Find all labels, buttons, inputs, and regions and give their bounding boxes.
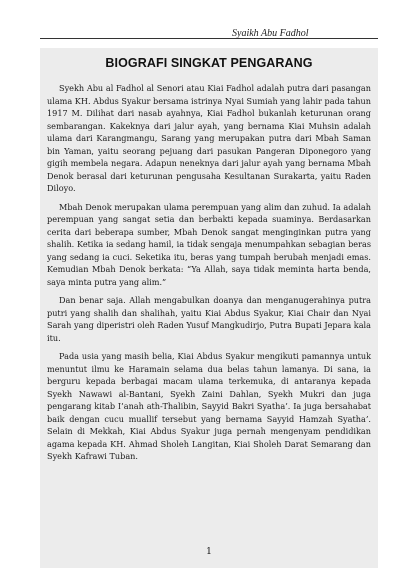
paragraph: Syekh Abu al Fadhol al Senori atau Kiai Fadhol adalah putra dari pasangan ulama KH. Abdus Syakur bersama istrinya Nyai Sumiah yang lahir pada tahun 1917 M. Dilihat dari nasab ayahnya, Kiai Fadhol bukanlah keturunan orang sembarangan. Kakeknya dari jalur ayah, yang bernama Kiai Muhsin adalah ulama dari Karangmangu, Sarang yang merupakan putra dari Mbah Saman bin Yaman, yaitu seorang pejuang dari pasukan Pangeran Diponegoro yang gigih membela negara. Adapun neneknya dari jalur ayah yang bernama Mbah Denok berasal dari keturunan pengusaha Kesultanan Surakarta, yaitu Raden Diloyo. xyxy=(47,83,371,193)
header-rule xyxy=(40,38,378,39)
paragraph: Mbah Denok merupakan ulama perempuan yang alim dan zuhud. Ia adalah perempuan yang sangat setia dan berbakti kepada suaminya. Berdasarkan cerita dari beberapa sumber, Mbah Denok sangat menginginkan putra yang shalih. Ketika ia sedang hamil, ia tidak sengaja menumpahkan sebagian beras yang sedang ia cuci. Seketika itu, beras yang tumpah berubah menjadi emas. Kemudian Mbah Denok berkata: “Ya Allah, saya tidak meminta harta benda, saya minta putra yang alim.” xyxy=(47,201,371,287)
body-text xyxy=(47,82,371,469)
paragraph: Dan benar saja. Allah mengabulkan doanya dan menganugerahinya putra putri yang shalih dan shalihah, yaitu Kiai Abdus Syakur, Kiai Chair dan Nyai Sarah yang diperistri oleh Raden Yusuf Mangkudirjo, Putra Bupati Jepara kala itu. xyxy=(47,295,371,343)
paragraph: Pada usia yang masih belia, Kiai Abdus Syakur mengikuti pamannya untuk menuntut ilmu ke Haramain selama dua belas tahun lamanya. Di sana, ia berguru kepada berbagai macam ulama terkemuka, di antaranya kepada Syekh Nawawi al-Bantani, Syekh Zaini Dahlan, Syekh Mukri dan juga pengarang kitab I’anah ath-Thalibin, Sayyid Bakri Syatha’. Ia juga bersahabat baik dengan cucu muallif tersebut yang bernama Sayyid Hamzah Syatha’. Selain di Mekkah, Kiai Abdus Syakur juga pernah mengenyam pendidikan agama kepada KH. Ahmad Sholeh Langitan, Kiai Sholeh Darat Semarang dan Syekh Kafrawi Tuban. xyxy=(47,351,371,461)
chapter-title: BIOGRAFI SINGKAT PENGARANG xyxy=(105,56,313,70)
running-header: Syaikh Abu Fadhol xyxy=(232,28,309,39)
page-number: 1 xyxy=(206,547,212,557)
